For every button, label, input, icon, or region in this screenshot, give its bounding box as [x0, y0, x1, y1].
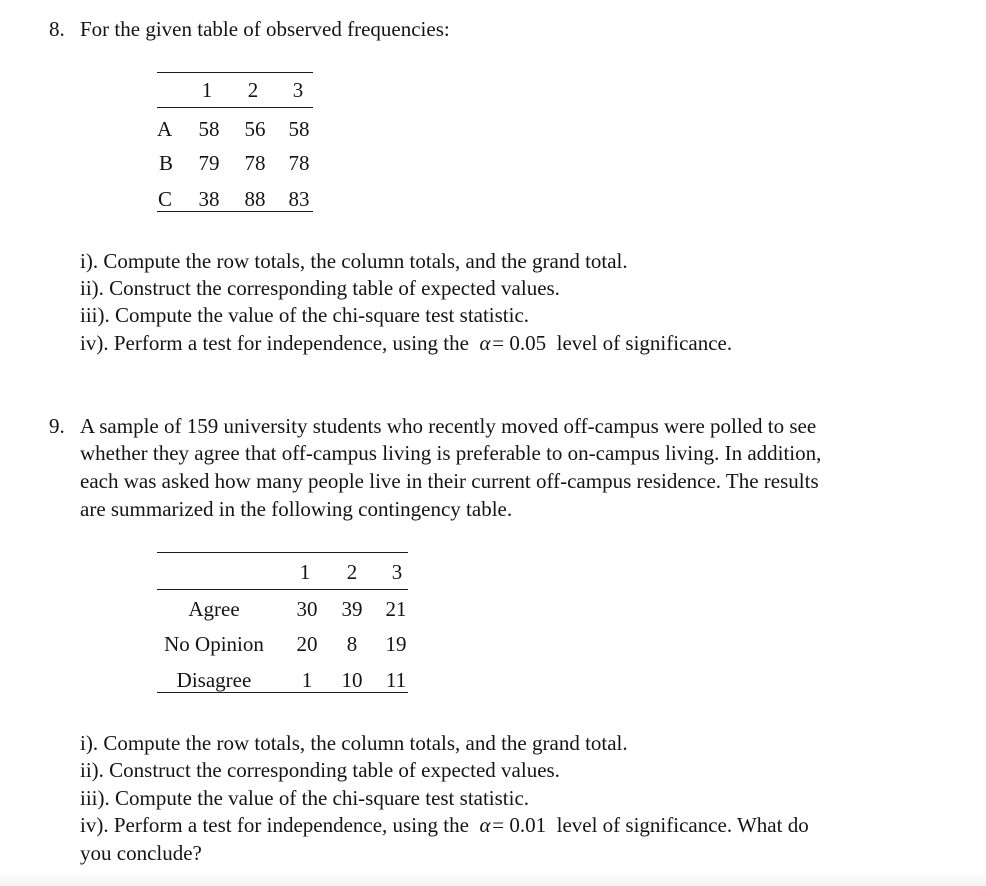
table-bottom-rule	[157, 692, 408, 693]
question-9-part-iv	[80, 812, 809, 838]
table-cell: 38	[198, 187, 220, 211]
table-cell: 1	[301, 668, 313, 692]
alpha-symbol: α	[479, 813, 491, 837]
table-cell: 10	[341, 668, 363, 692]
question-9-number: 9.	[49, 414, 65, 438]
column-header: 3	[292, 78, 304, 102]
row-label: No Opinion	[164, 632, 264, 656]
table-top-rule	[157, 72, 313, 73]
page-bottom-edge	[0, 872, 986, 886]
row-label: B	[159, 151, 174, 175]
table-cell: 19	[385, 632, 407, 656]
row-label: Disagree	[176, 668, 252, 692]
table-cell: 39	[341, 597, 363, 621]
question-8-prompt: For the given table of observed frequencies:	[80, 17, 450, 41]
column-header: 2	[346, 560, 358, 584]
question-8-part-ii: ii). Construct the corresponding table of expected values.	[80, 276, 560, 300]
alpha-value: = 0.01	[492, 813, 547, 837]
alpha-value: = 0.05	[492, 331, 547, 355]
table-cell: 78	[288, 151, 310, 175]
question-9-line: A sample of 159 university students who recently moved off-campus were polled to see	[80, 414, 817, 438]
row-label: A	[157, 117, 173, 141]
question-9-part-iv-continued: you conclude?	[80, 841, 202, 865]
table-cell: 78	[244, 151, 266, 175]
part-iv-text: iv). Perform a test for independence, using the	[80, 813, 469, 837]
table-header-rule	[157, 589, 408, 590]
table-cell: 56	[244, 117, 266, 141]
question-9-part-ii: ii). Construct the corresponding table of expected values.	[80, 758, 560, 782]
part-iv-text-end: level of significance. What do	[556, 813, 809, 837]
table-cell: 58	[198, 117, 220, 141]
question-9-line: whether they agree that off-campus living is preferable to on-campus living. In addition,	[80, 441, 822, 465]
alpha-symbol: α	[479, 331, 491, 355]
table-cell: 11	[385, 668, 407, 692]
row-label: C	[158, 187, 173, 211]
part-iv-text: iv). Perform a test for independence, using the	[80, 331, 469, 355]
table-cell: 83	[288, 187, 310, 211]
question-9-part-iii: iii). Compute the value of the chi-square test statistic.	[80, 786, 530, 810]
question-8-number: 8.	[49, 17, 65, 41]
question-8-part-iv	[80, 330, 732, 356]
column-header: 2	[247, 78, 259, 102]
table-cell: 30	[296, 597, 318, 621]
table-cell: 8	[346, 632, 358, 656]
column-header: 1	[299, 560, 311, 584]
question-9-line: each was asked how many people live in their current off-campus residence. The results	[80, 469, 819, 493]
table-bottom-rule	[157, 211, 313, 212]
table-top-rule	[157, 552, 408, 553]
table-cell: 21	[385, 597, 407, 621]
part-iv-text-end: level of significance.	[556, 331, 733, 355]
table-header-rule	[157, 107, 313, 108]
row-label: Agree	[188, 597, 240, 621]
column-header: 1	[201, 78, 213, 102]
table-cell: 20	[296, 632, 318, 656]
table-cell: 58	[288, 117, 310, 141]
question-8-part-iii: iii). Compute the value of the chi-square test statistic.	[80, 303, 530, 327]
question-8-part-i: i). Compute the row totals, the column totals, and the grand total.	[80, 249, 628, 273]
question-9-line: are summarized in the following contingency table.	[80, 497, 513, 521]
table-cell: 88	[244, 187, 266, 211]
table-cell: 79	[198, 151, 220, 175]
column-header: 3	[391, 560, 403, 584]
question-9-part-i: i). Compute the row totals, the column totals, and the grand total.	[80, 731, 628, 755]
